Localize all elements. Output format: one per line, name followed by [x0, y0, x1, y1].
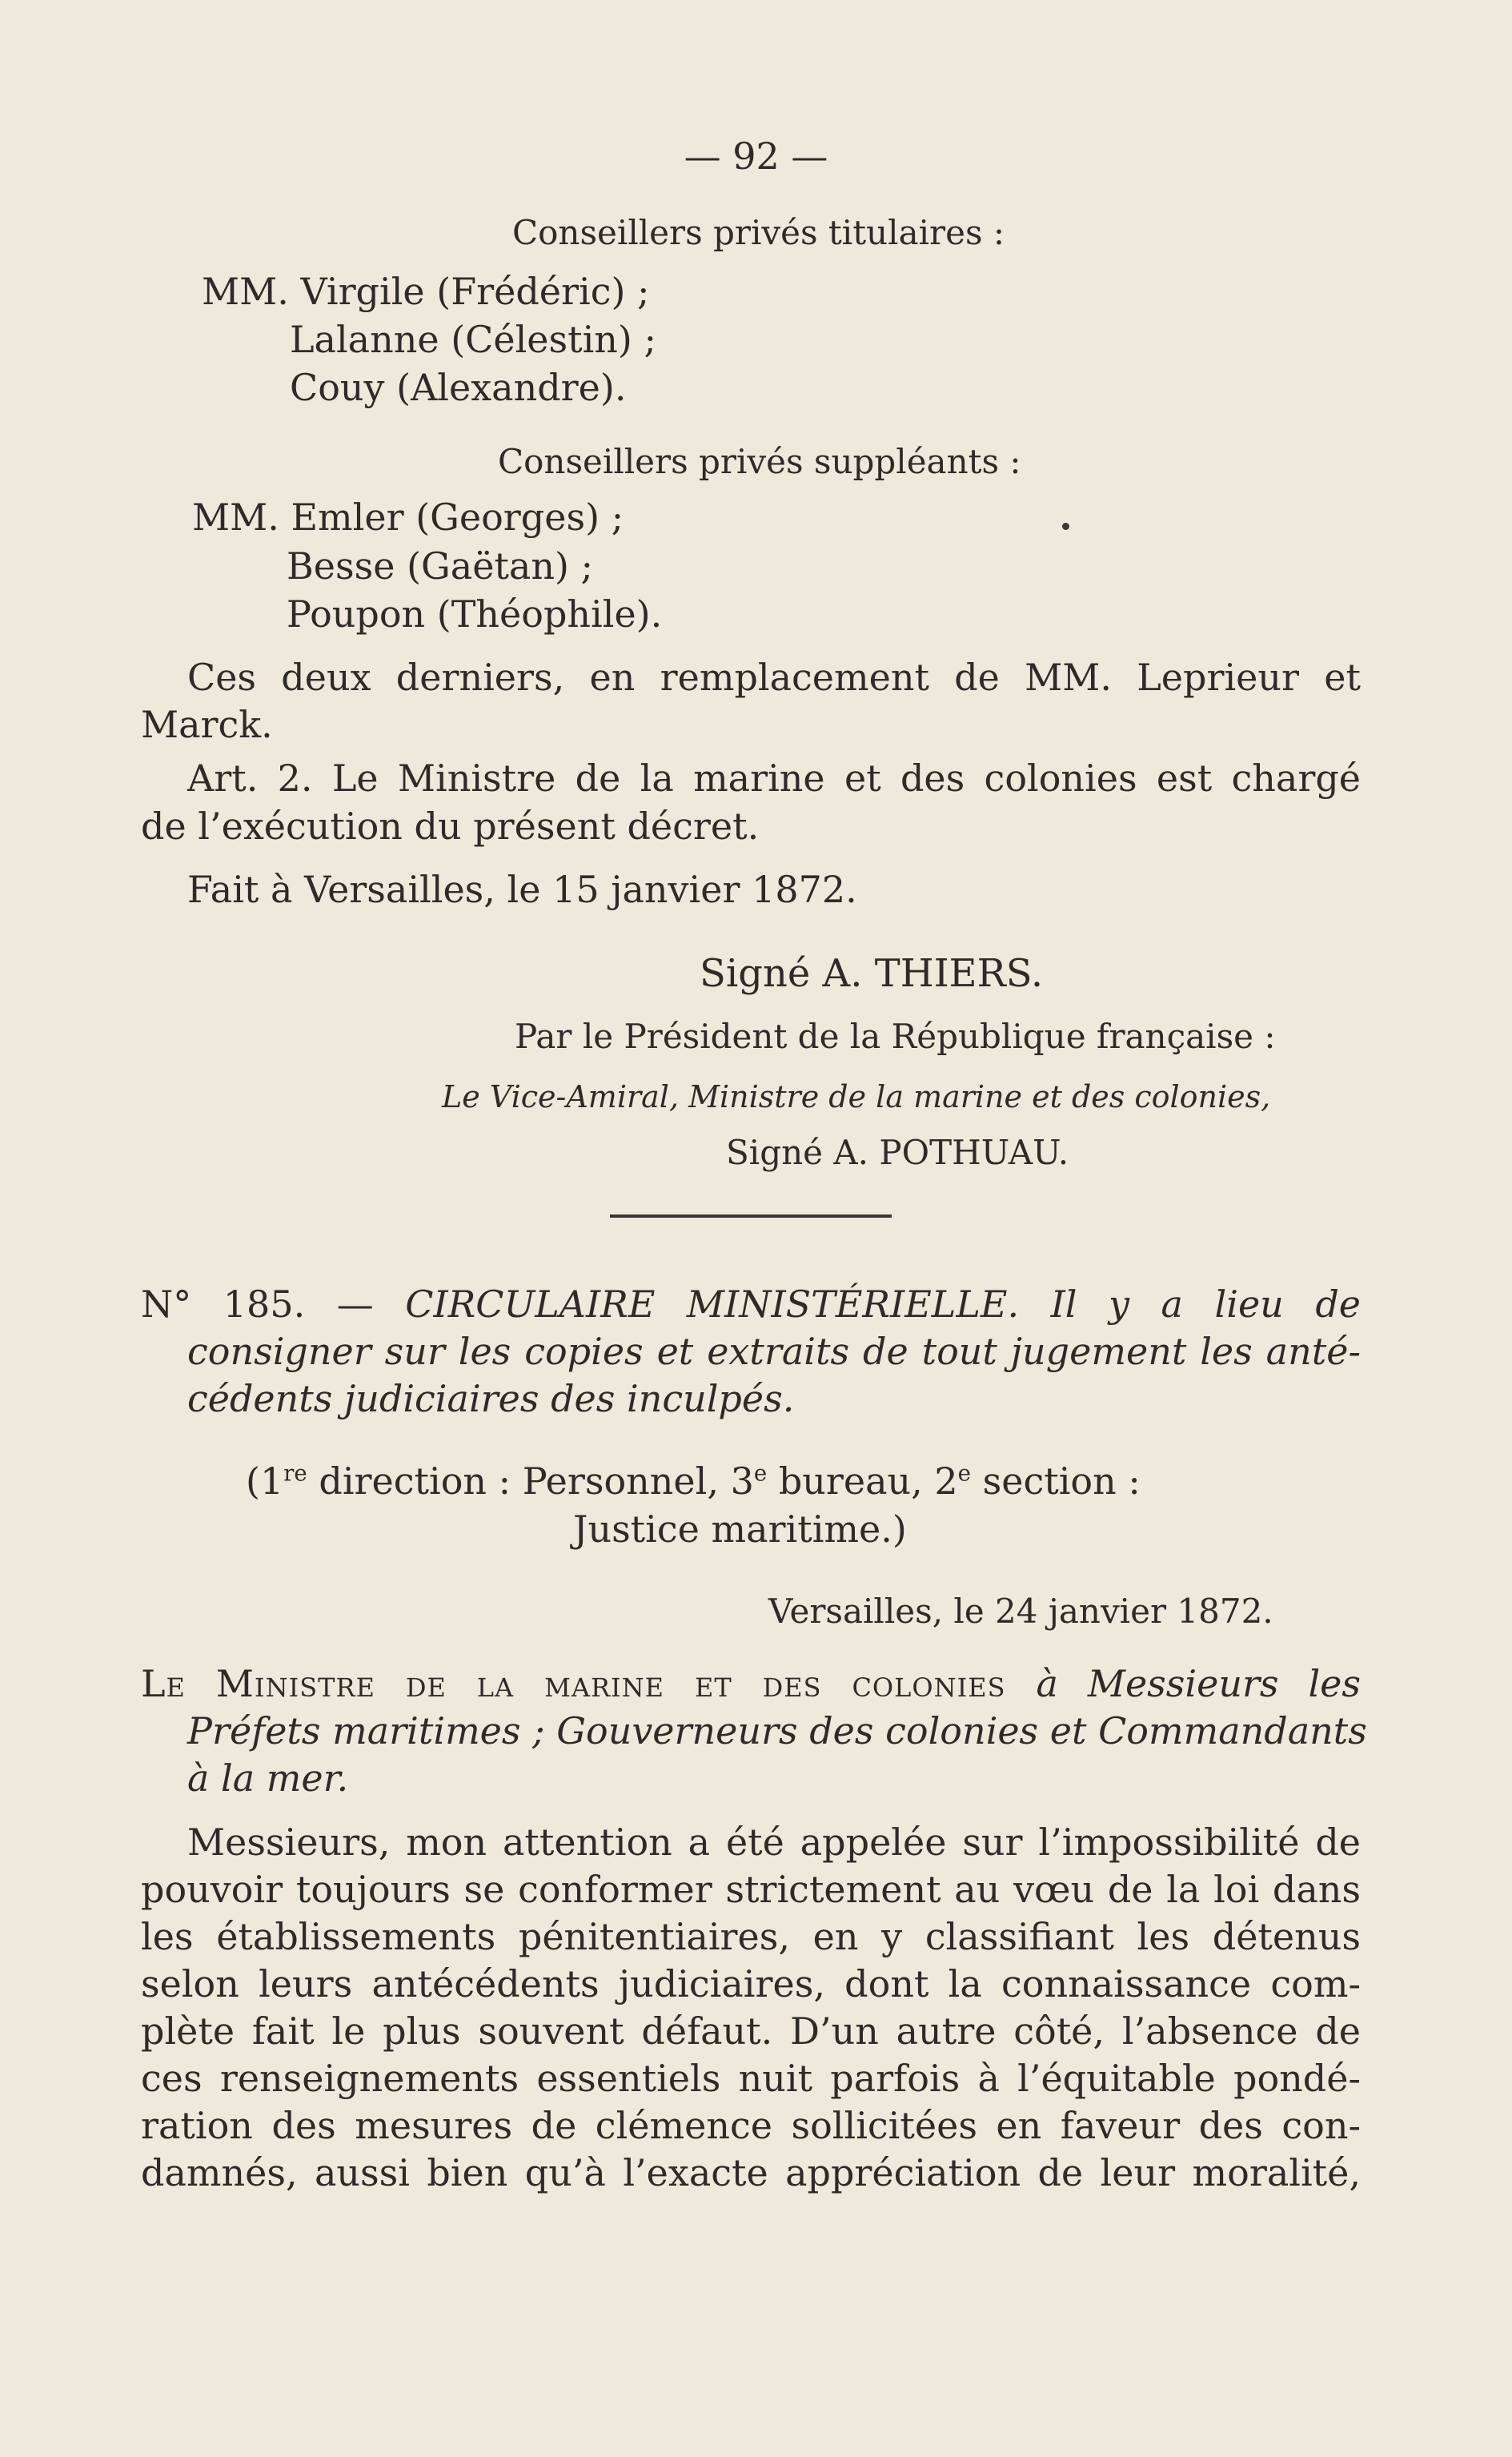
circular-title-line	[141, 1281, 1361, 1327]
ordinal-suffix: e	[957, 1459, 972, 1487]
body-line: les établissements pénitentiaires, en y classifiant les détenus	[141, 1915, 1361, 1958]
body-line: plète fait le plus souvent défaut. D’un autre côté, l’absence de	[141, 2009, 1361, 2053]
signature-pothuau: Signé A. POTHUAU.	[726, 1133, 1069, 1172]
address-line	[141, 1660, 1361, 1707]
signature-thiers: Signé A. THIERS.	[700, 951, 1044, 996]
body-line: ces renseignements essentiels nuit parfois à l’équitable pondé-	[141, 2057, 1361, 2100]
body-line: pouvoir toujours se conformer strictement au vœu de la loi dans	[141, 1868, 1361, 1911]
direction-text: (1	[246, 1459, 284, 1503]
member-line: Besse (Gaëtan) ;	[287, 544, 594, 588]
member-line: MM. Virgile (Frédéric) ;	[202, 270, 650, 313]
member-line: Couy (Alexandre).	[290, 366, 627, 409]
body-line: ration des mesures de clémence sollicitées en faveur des con-	[141, 2104, 1361, 2147]
fait-a-versailles: Fait à Versailles, le 15 janvier 1872.	[187, 868, 857, 911]
paragraph-line: Art. 2. Le Ministre de la marine et des colonies est chargé	[187, 757, 1361, 800]
member-line: Poupon (Théophile).	[287, 592, 663, 636]
body-line: Messieurs, mon attention a été appelée sur l’impossibilité de	[187, 1821, 1361, 1864]
direction-text: bureau, 2	[767, 1459, 958, 1503]
dateline: Versailles, le 24 janvier 1872.	[768, 1592, 1273, 1631]
circular-summary-line: cédents judiciaires des inculpés.	[187, 1377, 795, 1420]
paragraph-line: de l’exécution du présent décret.	[141, 805, 760, 848]
address-recipient: à Messieurs les	[1036, 1662, 1362, 1705]
paragraph-line: Ces deux derniers, en remplacement de MM. Leprieur et	[187, 656, 1361, 699]
circular-number: N° 185. —	[141, 1283, 406, 1326]
ink-speck	[1062, 523, 1069, 530]
ordinal-suffix: e	[753, 1459, 768, 1487]
direction-line: Justice maritime.)	[573, 1508, 907, 1551]
body-line: damnés, aussi bien qu’à l’exacte appréciation de leur moralité,	[141, 2151, 1361, 2194]
direction-line	[246, 1458, 1141, 1504]
direction-text: direction : Personnel, 3	[307, 1459, 754, 1503]
par-le-president: Par le Président de la République française :	[515, 1017, 1276, 1056]
paragraph-line: Marck.	[141, 703, 273, 746]
section-heading-titulaires: Conseillers privés titulaires :	[512, 213, 1005, 252]
circular-summary-line: consigner sur les copies et extraits de tout jugement les anté-	[187, 1330, 1361, 1373]
body-line: selon leurs antécédents judiciaires, dont la connaissance com-	[141, 1962, 1361, 2005]
address-sender: Le Ministre de la marine et des colonies	[141, 1662, 1037, 1705]
section-divider	[610, 1214, 892, 1218]
direction-text: section :	[971, 1459, 1141, 1503]
member-line: Lalanne (Célestin) ;	[290, 318, 657, 361]
ordinal-suffix: re	[283, 1459, 307, 1487]
member-line: MM. Emler (Georges) ;	[192, 496, 624, 539]
address-line: à la mer.	[187, 1756, 349, 1800]
circular-title: CIRCULAIRE MINISTÉRIELLE. Il y a lieu de	[405, 1283, 1361, 1326]
address-line: Préfets maritimes ; Gouverneurs des colonies et Commandants	[187, 1709, 1367, 1752]
page-number: — 92 —	[684, 134, 828, 178]
section-heading-suppleants: Conseillers privés suppléants :	[498, 442, 1021, 481]
vice-amiral-line: Le Vice-Amiral, Ministre de la marine et des colonies,	[442, 1079, 1271, 1114]
